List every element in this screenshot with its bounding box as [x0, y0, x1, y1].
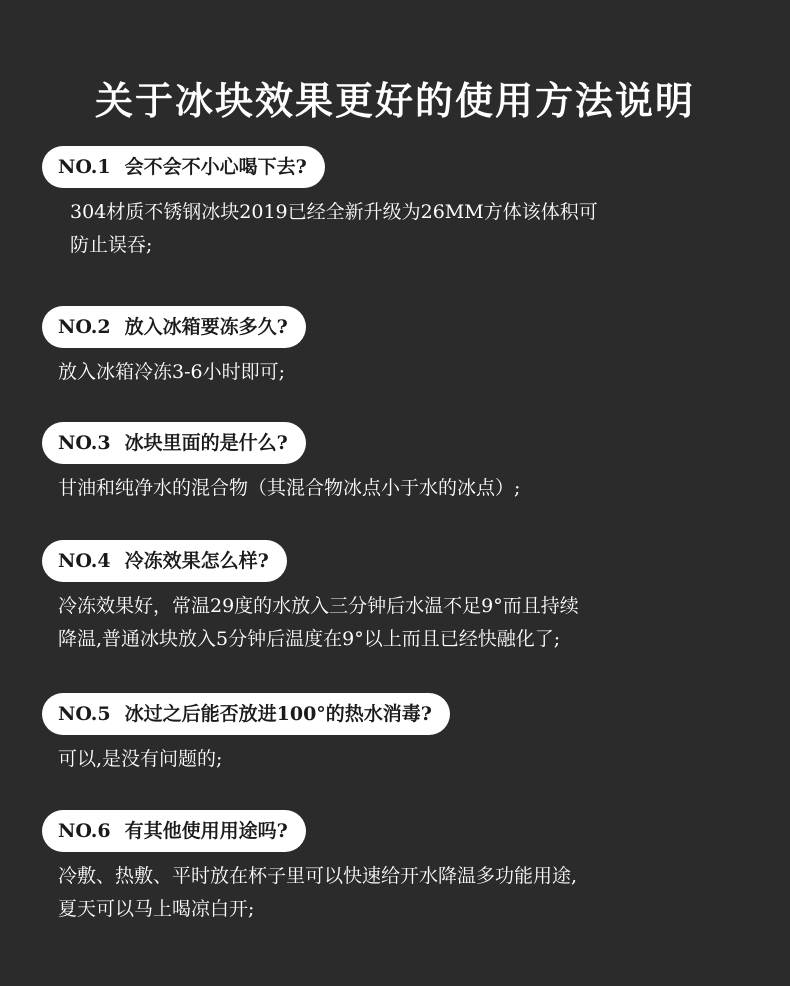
question-pill — [42, 306, 306, 348]
question-text: 冰过之后能否放进100°的热水消毒? — [124, 703, 432, 725]
page-title: 关于冰块效果更好的使用方法说明 — [94, 78, 695, 124]
question-number: NO.4 — [58, 550, 111, 572]
question-text: 放入冰箱要冻多久? — [124, 316, 288, 338]
question-pill — [42, 146, 325, 188]
faq-item-1 — [42, 146, 742, 262]
question-pill — [42, 693, 450, 735]
answer-text: 冷敷、热敷、平时放在杯子里可以快速给开水降温多功能用途, 夏天可以马上喝凉白开; — [58, 865, 578, 920]
question-number: NO.6 — [58, 820, 111, 842]
faq-item-4 — [42, 540, 742, 656]
question-text: 有其他使用用途吗? — [124, 820, 288, 842]
answer-text: 放入冰箱冷冻3-6小时即可; — [58, 361, 285, 383]
faq-item-5 — [42, 693, 742, 776]
faq-item-6 — [42, 810, 742, 926]
question-pill — [42, 422, 306, 464]
question-text: 冰块里面的是什么? — [124, 432, 288, 454]
question-number: NO.3 — [58, 432, 111, 454]
faq-item-3 — [42, 422, 742, 505]
question-number: NO.2 — [58, 316, 111, 338]
question-number: NO.5 — [58, 703, 111, 725]
answer-text: 可以,是没有问题的; — [58, 748, 223, 770]
question-text: 会不会不小心喝下去? — [124, 156, 307, 178]
question-pill — [42, 810, 306, 852]
question-pill — [42, 540, 287, 582]
question-number: NO.1 — [58, 156, 111, 178]
answer-text: 冷冻效果好，常温29度的水放入三分钟后水温不足9°而且持续 降温,普通冰块放入5分钟后温度在9°以上而且已经快融化了; — [58, 595, 579, 650]
faq-item-2 — [42, 306, 742, 389]
answer-text: 甘油和纯净水的混合物（其混合物冰点小于水的冰点）; — [58, 477, 521, 499]
answer-text: 304材质不锈钢冰块2019已经全新升级为26MM方体该体积可 防止误吞; — [70, 201, 598, 256]
question-text: 冷冻效果怎么样? — [124, 550, 269, 572]
